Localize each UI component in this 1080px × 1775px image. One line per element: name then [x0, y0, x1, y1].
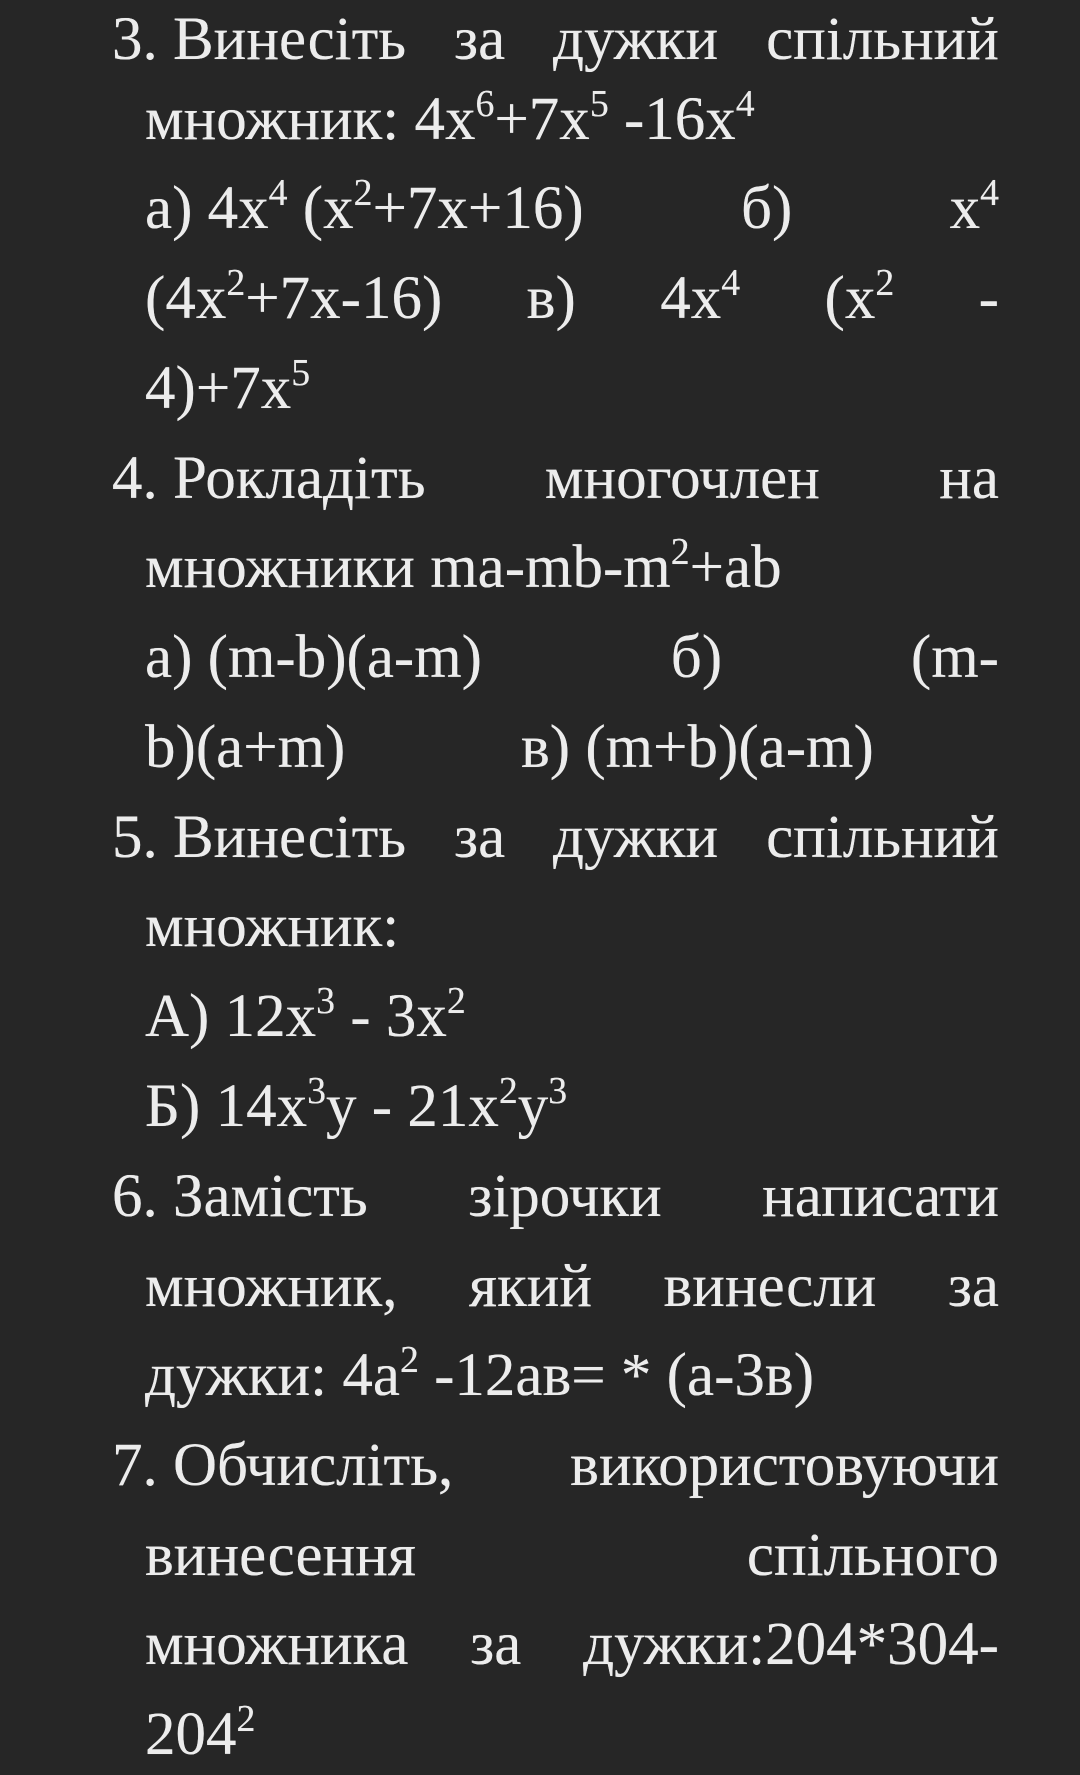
task-3-line-1	[112, 6, 999, 73]
task-6-line-2	[145, 1253, 999, 1320]
expression: (m-	[910, 624, 999, 691]
task-4-line-2	[145, 530, 782, 601]
expression: ($x^2$	[824, 261, 895, 332]
word: який	[469, 1253, 593, 1320]
expression: b)(a+m)	[145, 714, 346, 781]
task-5-line-2	[145, 893, 400, 960]
expression: $(4x^2+7x-16)$	[145, 261, 443, 332]
task-3-option-b	[145, 261, 999, 332]
word: винесення	[145, 1522, 416, 1589]
task-6-line-1	[112, 1163, 999, 1230]
word: за	[947, 1253, 999, 1320]
task-4-option-b	[145, 714, 874, 781]
word: винесли	[663, 1253, 877, 1320]
word: спільний	[766, 6, 999, 73]
expression: Б) $14x^3y - 21x^2y^3$	[145, 1069, 568, 1140]
expression: $4)+7x^5$	[145, 351, 311, 422]
expression: -	[978, 265, 999, 332]
task-5-item-a	[145, 979, 466, 1050]
option-label: б)	[670, 624, 723, 691]
word: 4. Рокладіть	[112, 445, 426, 512]
task-7-line-3	[145, 1611, 999, 1678]
word: множник,	[145, 1253, 398, 1320]
word: на	[939, 445, 999, 512]
option-a: а) $4x^4$ $(x^2+7x+16)$	[145, 171, 584, 242]
task-7-line-1	[112, 1432, 999, 1499]
task-6-line-3	[145, 1338, 815, 1409]
task-7-line-2	[145, 1522, 999, 1589]
option-label: б)	[740, 175, 793, 242]
task-3-option-a	[145, 171, 999, 242]
expression: $x^4$	[949, 171, 999, 242]
task-5-item-b	[145, 1069, 568, 1140]
expression: $4x^4$	[660, 261, 741, 332]
word: зірочки	[468, 1163, 662, 1230]
expression: $204^2$	[145, 1697, 256, 1768]
word: множника	[145, 1611, 409, 1678]
word: дужки	[553, 6, 719, 73]
task-4-option-a	[145, 624, 999, 691]
task-3-option-c	[145, 351, 311, 422]
word: спільний	[766, 804, 999, 871]
word: 7. Обчисліть,	[112, 1432, 454, 1499]
expression: дужки: $4a^2$ -12aв= * (a-3в)	[145, 1338, 815, 1409]
word: 6. Замість	[112, 1163, 368, 1230]
word: множник:	[145, 893, 400, 960]
task-7-line-4	[145, 1697, 256, 1768]
expression: множники $ma-mb-m^2+ab$	[145, 530, 782, 601]
word: спільного	[746, 1522, 999, 1589]
word: написати	[762, 1163, 999, 1230]
word: дужки	[553, 804, 719, 871]
expression: множник: $4x^6+7x^5$ $-16x^4$	[145, 82, 755, 153]
task-5-line-1	[112, 804, 999, 871]
task-4-line-1	[112, 445, 999, 512]
word: многочлен	[544, 445, 820, 512]
option-a: а) (m-b)(a-m)	[145, 624, 482, 691]
task-3-line-2	[145, 82, 755, 153]
word: 3. Винесіть	[112, 6, 407, 73]
option-label: в)	[526, 265, 576, 332]
word: за	[453, 804, 506, 871]
word: використовуючи	[570, 1432, 999, 1499]
word: 5. Винесіть	[112, 804, 407, 871]
option-c: в) (m+b)(a-m)	[521, 714, 874, 781]
expression: дужки:204*304-	[583, 1611, 999, 1678]
word: за	[470, 1611, 522, 1678]
word: за	[453, 6, 506, 73]
expression: А) $12x^3 - 3x^2$	[145, 979, 466, 1050]
